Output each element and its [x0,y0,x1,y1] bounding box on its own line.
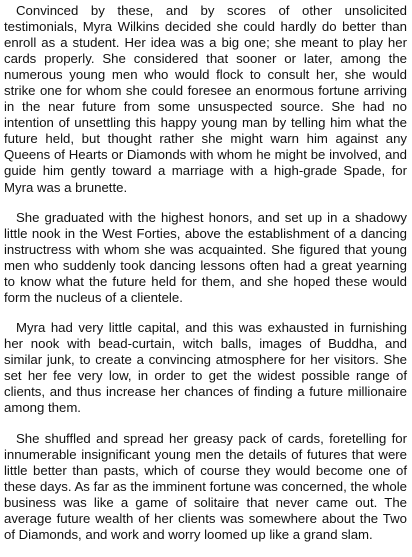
paragraph-2: She graduated with the highest honors, and set up in a shadowy little nook in the West Forties, above the establishment of a dancing instructress with whom she was acquainted. She figured that young men who suddenly took dancing lessons often had a great yearning to know what the future held for them, and she hoped these would form the nucleus of a clientele. [4,209,407,305]
paragraph-3: Myra had very little capital, and this was exhausted in furnishing her nook with bead-curtain, witch balls, images of Buddha, and similar junk, to create a convincing atmosphere for her visitors. She set her fee very low, in order to get the widest possible range of clients, and thus increase her chances of finding a future millionaire among them. [4,320,407,416]
document-page [4,3,407,557]
paragraph-1: Convinced by these, and by scores of other unsolicited testimonials, Myra Wilkins decided she could hardly do better than enroll as a student. Her idea was a big one; she meant to play her cards properly. She considered that sooner or later, among the numerous young men who would flock to consult her, she would strike one for whom she could foresee an enormous fortune arriving in the near future from some unsuspected source. She had no intention of unsettling this happy young man by telling him what the future held, but thought rather she might warn him against any Queens of Hearts or Diamonds with whom he might be involved, and guide him gently toward a marriage with a high-grade Spade, for Myra was a brunette. [4,3,407,195]
paragraph-4: She shuffled and spread her greasy pack of cards, foretelling for innumerable insignificant young men the details of futures that were little better than pasts, which of course they would become one of these days. As far as the imminent fortune was concerned, the whole business was like a game of solitaire that never came out. The average future wealth of her clients was somewhere about the Two of Diamonds, and work and worry loomed up like a grand slam. [4,430,407,542]
